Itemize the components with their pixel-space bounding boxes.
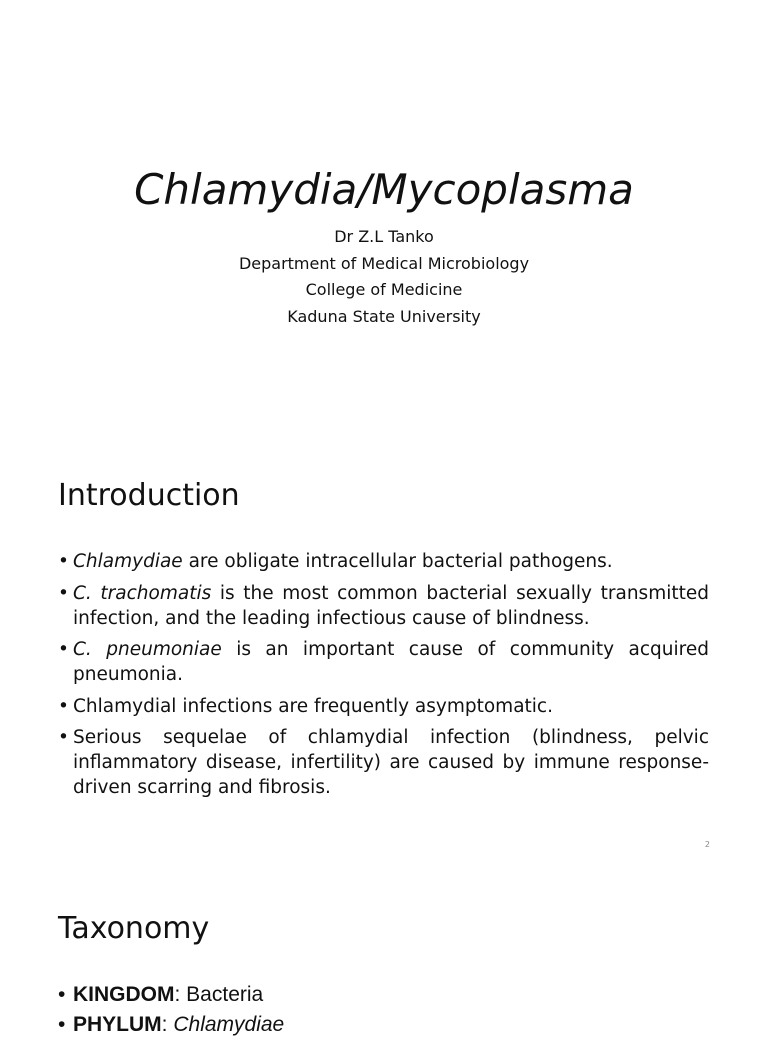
department-name: Department of Medical Microbiology xyxy=(238,253,530,273)
introduction-heading: Introduction xyxy=(58,478,240,513)
college-name: College of Medicine xyxy=(305,280,463,300)
introduction-bullet-list xyxy=(58,549,709,807)
author-name: Dr Z.L Tanko xyxy=(334,227,434,246)
page-number: 2 xyxy=(704,840,710,849)
slide-subtitle xyxy=(0,224,768,330)
taxonomy-heading: Taxonomy xyxy=(58,911,210,946)
taxonomy-item-phylum: • PHYLUM: Chlamydiae xyxy=(58,1012,709,1038)
taxonomy-list xyxy=(58,982,709,1042)
bullet-item: • Chlamydiae are obligate intracellular bacterial pathogens. xyxy=(58,549,709,574)
bullet-item: • C. trachomatis is the most common bacterial sexually transmitted infection, and the leading infectious cause of blindness. xyxy=(58,581,709,631)
taxonomy-item-kingdom: • KINGDOM: Bacteria xyxy=(58,982,709,1008)
university-name: Kaduna State University xyxy=(287,306,481,326)
slide-title: Chlamydia/Mycoplasma xyxy=(134,165,634,214)
bullet-item: • Serious sequelae of chlamydial infection (blindness, pelvic inflammatory disease, infertility) are caused by immune response-driven scarring and fibrosis. xyxy=(58,725,709,800)
bullet-item: • C. pneumoniae is an important cause of community acquired pneumonia. xyxy=(58,637,709,687)
bullet-item: • Chlamydial infections are frequently asymptomatic. xyxy=(58,694,709,719)
